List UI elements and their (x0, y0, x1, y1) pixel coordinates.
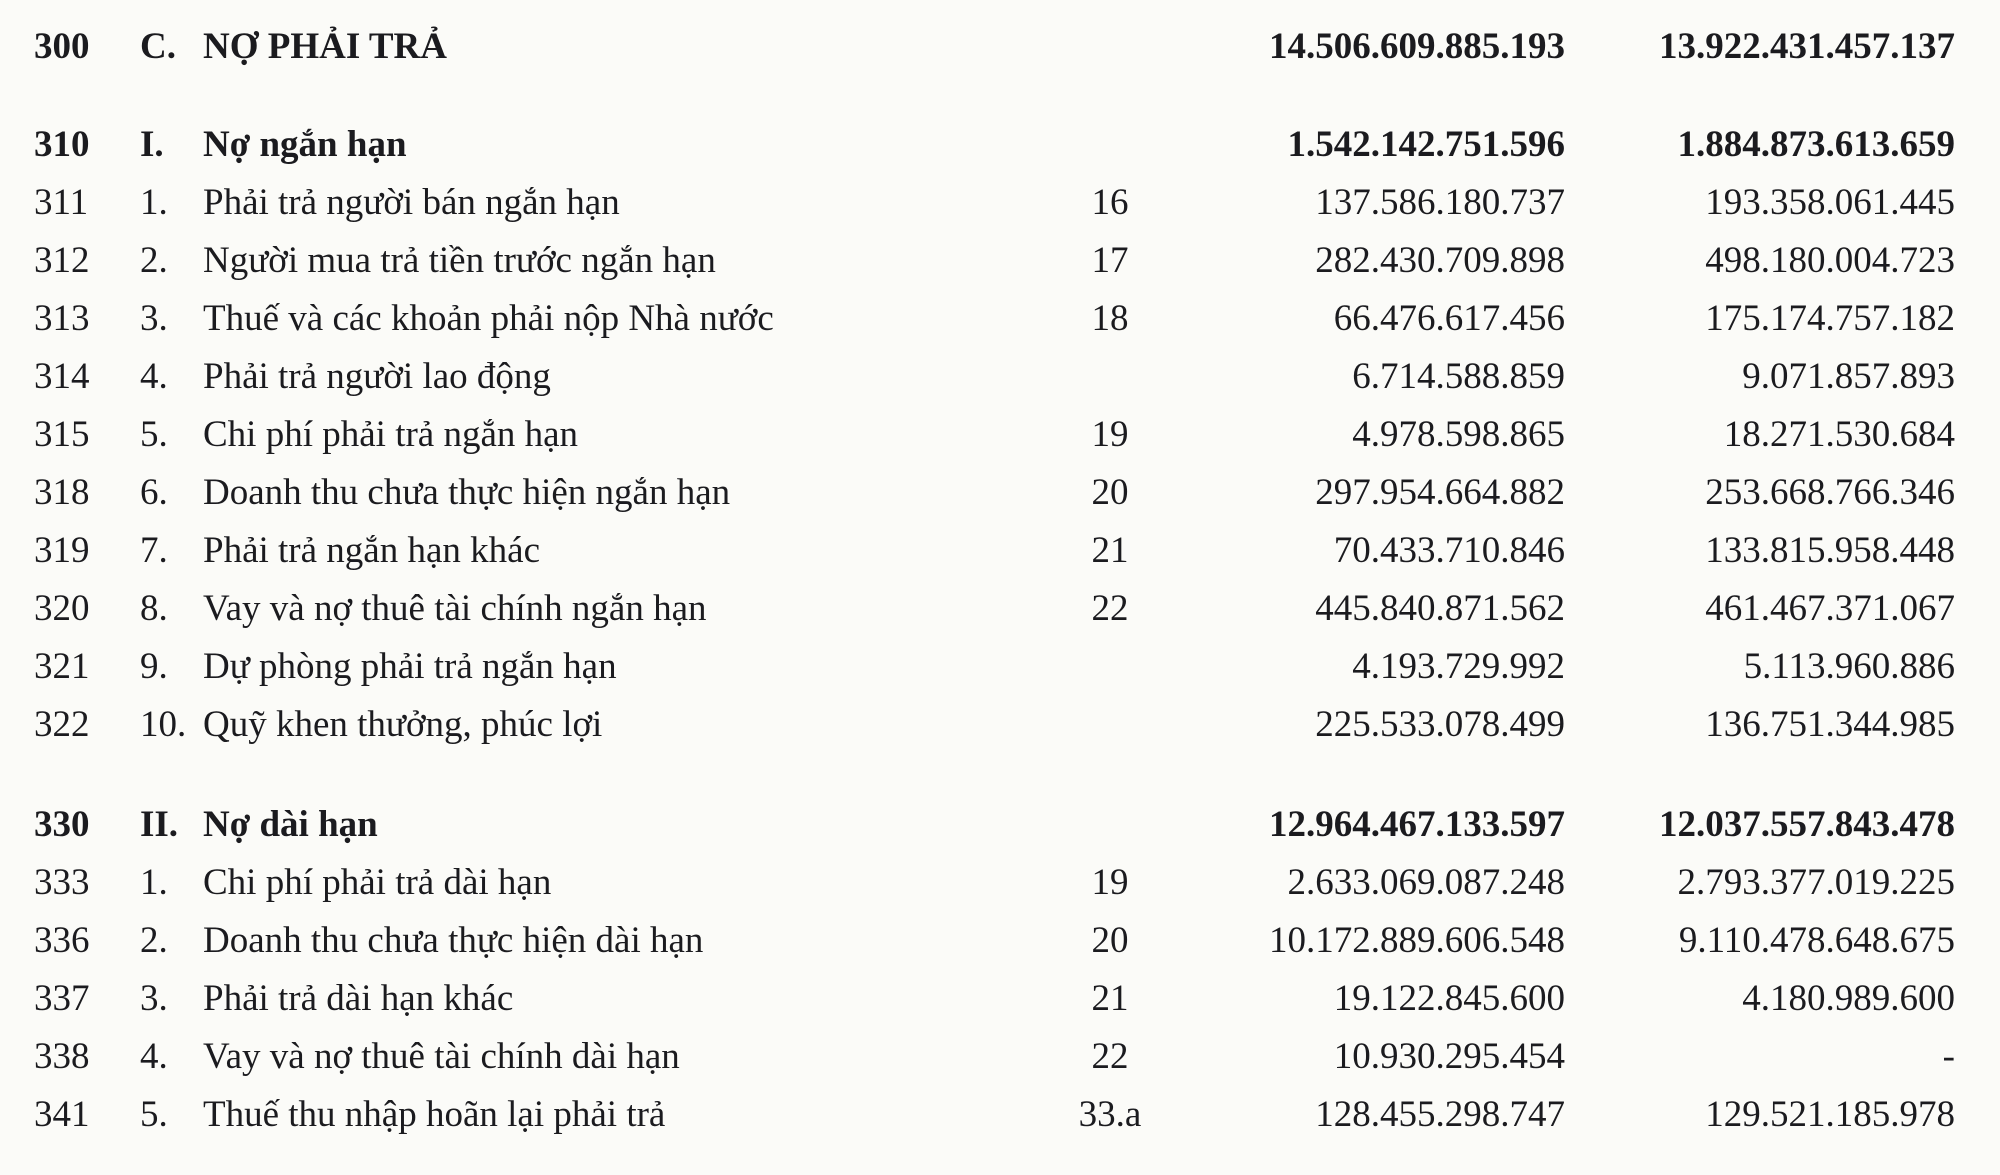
row-code: 320 (34, 588, 90, 629)
table-row (0, 1028, 2000, 1086)
row-code: 337 (34, 978, 90, 1019)
row-name: Chi phí phải trả ngắn hạn (203, 414, 579, 455)
row-code: 330 (34, 804, 90, 845)
row-current-value: 19.122.845.600 (1333, 978, 1565, 1019)
row-index: 2. (140, 920, 168, 961)
table-row (0, 696, 2000, 754)
row-name: Phải trả dài hạn khác (203, 978, 514, 1019)
table-row (0, 912, 2000, 970)
row-current-value: 70.433.710.846 (1333, 530, 1565, 571)
row-index: 3. (140, 978, 168, 1019)
row-name: Vay và nợ thuê tài chính ngắn hạn (203, 588, 707, 629)
row-index: 2. (140, 240, 168, 281)
row-index: 4. (140, 356, 168, 397)
row-previous-value: 253.668.766.346 (1705, 472, 1955, 513)
row-code: 315 (34, 414, 90, 455)
row-previous-value: 129.521.185.978 (1705, 1094, 1955, 1135)
row-code: 313 (34, 298, 90, 339)
row-current-value: 225.533.078.499 (1315, 704, 1565, 745)
row-name: NỢ PHẢI TRẢ (203, 26, 447, 67)
row-note: 21 (1091, 530, 1129, 571)
row-previous-value: 133.815.958.448 (1705, 530, 1955, 571)
row-current-value: 12.964.467.133.597 (1269, 804, 1565, 845)
row-current-value: 6.714.588.859 (1352, 356, 1565, 397)
row-previous-value: 4.180.989.600 (1742, 978, 1955, 1019)
row-index: 10. (140, 704, 187, 745)
row-previous-value: 12.037.557.843.478 (1659, 804, 1955, 845)
row-name: Nợ ngắn hạn (203, 124, 407, 165)
row-name: Nợ dài hạn (203, 804, 378, 845)
row-current-value: 137.586.180.737 (1315, 182, 1565, 223)
row-note: 19 (1091, 862, 1129, 903)
row-name: Doanh thu chưa thực hiện dài hạn (203, 920, 704, 961)
row-previous-value: 136.751.344.985 (1705, 704, 1955, 745)
row-name: Phải trả người bán ngắn hạn (203, 182, 620, 223)
row-index: 5. (140, 414, 168, 455)
row-index: 4. (140, 1036, 168, 1077)
table-row (0, 348, 2000, 406)
row-index: 9. (140, 646, 168, 687)
row-previous-value: 193.358.061.445 (1705, 182, 1955, 223)
row-previous-value: 9.110.478.648.675 (1678, 920, 1955, 961)
table-row (0, 1086, 2000, 1144)
row-code: 336 (34, 920, 90, 961)
row-index: 1. (140, 182, 168, 223)
row-current-value: 4.978.598.865 (1352, 414, 1565, 455)
row-code: 333 (34, 862, 90, 903)
row-code: 311 (34, 182, 89, 223)
row-note: 20 (1091, 472, 1129, 513)
row-index: II. (140, 804, 179, 845)
row-name: Thuế thu nhập hoãn lại phải trả (203, 1094, 666, 1135)
row-index: 1. (140, 862, 168, 903)
row-index: 8. (140, 588, 168, 629)
row-note: 33.a (1078, 1094, 1142, 1135)
table-row (0, 290, 2000, 348)
row-previous-value: 175.174.757.182 (1705, 298, 1955, 339)
row-previous-value: 498.180.004.723 (1705, 240, 1955, 281)
row-code: 319 (34, 530, 90, 571)
row-index: 7. (140, 530, 168, 571)
row-note: 22 (1091, 588, 1129, 629)
table-row (0, 232, 2000, 290)
row-previous-value: 2.793.377.019.225 (1677, 862, 1955, 903)
row-note: 18 (1091, 298, 1129, 339)
row-name: Chi phí phải trả dài hạn (203, 862, 552, 903)
row-index: 6. (140, 472, 168, 513)
table-row (0, 406, 2000, 464)
row-current-value: 2.633.069.087.248 (1287, 862, 1565, 903)
row-code: 318 (34, 472, 90, 513)
table-row (0, 580, 2000, 638)
table-row (0, 522, 2000, 580)
row-index: 5. (140, 1094, 168, 1135)
row-note: 20 (1091, 920, 1129, 961)
row-code: 312 (34, 240, 90, 281)
table-row (0, 174, 2000, 232)
row-current-value: 297.954.664.882 (1315, 472, 1565, 513)
row-index: I. (140, 124, 164, 165)
row-name: Phải trả người lao động (203, 356, 551, 397)
table-row (0, 638, 2000, 696)
row-name: Dự phòng phải trả ngắn hạn (203, 646, 617, 687)
row-code: 321 (34, 646, 90, 687)
table-row (0, 854, 2000, 912)
row-code: 338 (34, 1036, 90, 1077)
row-code: 310 (34, 124, 90, 165)
row-code: 314 (34, 356, 90, 397)
row-current-value: 1.542.142.751.596 (1287, 124, 1565, 165)
row-note: 17 (1091, 240, 1129, 281)
row-code: 322 (34, 704, 90, 745)
table-row (0, 116, 2000, 174)
row-note: 22 (1091, 1036, 1129, 1077)
row-name: Phải trả ngắn hạn khác (203, 530, 540, 571)
row-current-value: 66.476.617.456 (1333, 298, 1565, 339)
row-previous-value: 18.271.530.684 (1723, 414, 1955, 455)
table-row (0, 464, 2000, 522)
row-note: 16 (1091, 182, 1129, 223)
row-current-value: 14.506.609.885.193 (1269, 26, 1565, 67)
row-name: Thuế và các khoản phải nộp Nhà nước (203, 298, 774, 339)
row-current-value: 128.455.298.747 (1315, 1094, 1565, 1135)
row-name: Người mua trả tiền trước ngắn hạn (203, 240, 716, 281)
row-previous-value: 9.071.857.893 (1742, 356, 1955, 397)
row-name: Quỹ khen thưởng, phúc lợi (203, 704, 603, 745)
row-index: C. (140, 26, 176, 67)
row-previous-value: 461.467.371.067 (1705, 588, 1955, 629)
table-row (0, 18, 2000, 76)
row-name: Vay và nợ thuê tài chính dài hạn (203, 1036, 680, 1077)
row-code: 300 (34, 26, 90, 67)
row-name: Doanh thu chưa thực hiện ngắn hạn (203, 472, 731, 513)
row-current-value: 282.430.709.898 (1315, 240, 1565, 281)
table-row (0, 970, 2000, 1028)
row-current-value: 4.193.729.992 (1352, 646, 1565, 687)
row-note: 19 (1091, 414, 1129, 455)
row-current-value: 445.840.871.562 (1315, 588, 1565, 629)
row-previous-value: 1.884.873.613.659 (1677, 124, 1955, 165)
row-current-value: 10.930.295.454 (1333, 1036, 1565, 1077)
row-previous-value: 13.922.431.457.137 (1659, 26, 1955, 67)
row-previous-value: - (1942, 1036, 1955, 1077)
table-row (0, 796, 2000, 854)
row-index: 3. (140, 298, 168, 339)
row-note: 21 (1091, 978, 1129, 1019)
row-current-value: 10.172.889.606.548 (1269, 920, 1565, 961)
row-code: 341 (34, 1094, 90, 1135)
row-previous-value: 5.113.960.886 (1743, 646, 1955, 687)
